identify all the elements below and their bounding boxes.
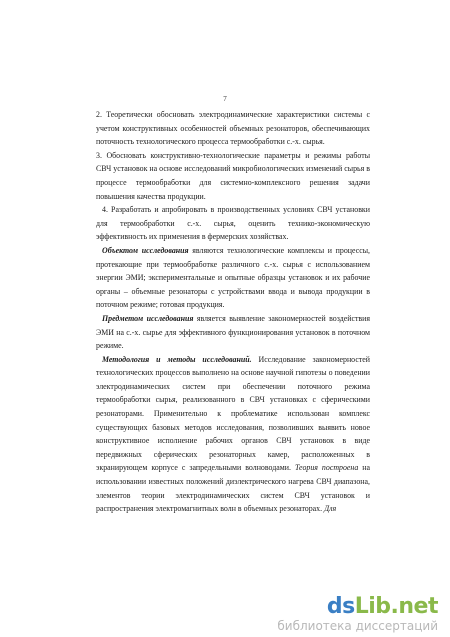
task-item-2: 2. Теоретически обосновать электродинамические характеристики системы с учетом конструктивных особенностей объемных резонаторов, обеспечивающих поточность технологического процесса термообработки с.-х. сырья. (96, 110, 370, 147)
research-object-heading: Объектом исследования (102, 245, 189, 255)
dslib-subtitle: библиотека диссертаций (277, 619, 438, 633)
dslib-watermark (277, 595, 438, 633)
continuation-text: Для (322, 504, 337, 514)
research-object-paragraph (96, 244, 370, 312)
page-number: 7 (223, 95, 227, 103)
document-body (96, 108, 370, 516)
task-item-4: 4. Разработать и апробировать в производственных условиях СВЧ установки для термообработки с.-х. сырья, оценить технико-экономическую эффективность их применения в фермерских хозяйствах. (96, 205, 370, 242)
theory-text: на использовании известных положений диэлектрического нагрева СВЧ диапазона, элементов теории электродинамических систем СВЧ установок и распространения электромагнитных волн в объемных резонаторах. (96, 463, 370, 514)
task-item-3: 3. Обосновать конструктивно-технологические параметры и режимы работы СВЧ установок на основе исследований микробиологических изменений сырья в процессе термообработки для системно-комплексного решения задачи повышения качества продукции. (96, 150, 370, 201)
theory-italic-text: Теория построена (290, 463, 359, 473)
research-subject-heading: Предметом исследования (102, 313, 194, 323)
dslib-logo: dsLib.net (326, 594, 438, 619)
research-subject-text: является выявление закономерностей воздействия ЭМИ на с.-х. сырье для эффективного функционирования установок в поточном режиме. (96, 313, 370, 351)
research-subject-paragraph (96, 312, 370, 353)
methodology-paragraph (96, 353, 370, 516)
methodology-text: Исследование закономерностей технологических процессов выполнено на основе научной гипотезы о поведении электродинамических систем при обеспечении поточного режима термообработки сырья, реализованного в СВЧ установках с сферическими резонаторами. Применительно к проблематике использован комплекс существующих базовых методов исследования, позволивших выявить новое конструктивное исполнение рабочих органов СВЧ установок в виде передвижных сферических резонаторных камер, расположенных в экранирующем корпусе с запредельными волноводами. (96, 354, 371, 473)
methodology-heading: Методология и методы исследований. (102, 354, 252, 364)
research-object-text: являются технологические комплексы и процессы, протекающие при термообработке различного с.-х. сырья с использованием энергии ЭМИ; экспериментальные и опытные образцы установок и их рабочие органы – объемные резонаторы с устройствами ввода и вывода продукции в поточном режиме; готовая продукция. (96, 245, 370, 310)
